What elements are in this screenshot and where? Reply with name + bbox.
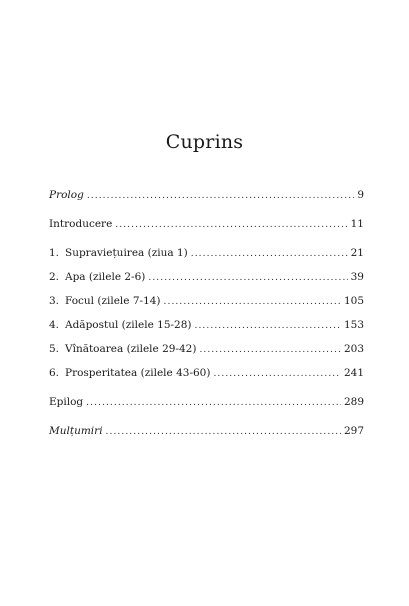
toc-entry-number: 2. bbox=[49, 271, 60, 283]
toc-entry-label: Supraviețuirea (ziua 1) bbox=[65, 247, 188, 259]
toc-entry-label: Apa (zilele 2-6) bbox=[65, 271, 146, 283]
toc-entry-label: Prosperitatea (zilele 43-60) bbox=[65, 367, 211, 379]
toc-entry-label: Vînătoarea (zilele 29-42) bbox=[65, 343, 197, 355]
toc-entry-label: Focul (zilele 7-14) bbox=[65, 295, 161, 307]
toc-entry-label: Prolog bbox=[49, 189, 84, 201]
dot-leader bbox=[213, 362, 341, 386]
dot-leader bbox=[195, 314, 341, 338]
dot-leader bbox=[191, 242, 348, 266]
toc-entry-label: Introducere bbox=[49, 218, 113, 230]
table-of-contents bbox=[49, 183, 364, 443]
toc-entry-page: 153 bbox=[343, 319, 364, 331]
toc-entry-multumiri bbox=[49, 419, 364, 443]
toc-entry-number: 4. bbox=[49, 319, 60, 331]
toc-entry-label: Mulțumiri bbox=[49, 425, 103, 437]
toc-entry-number: 5. bbox=[49, 343, 60, 355]
toc-entry-page: 21 bbox=[350, 247, 364, 259]
toc-entry-page: 9 bbox=[357, 189, 364, 201]
toc-entry-number: 1. bbox=[49, 247, 60, 259]
dot-leader bbox=[148, 266, 347, 290]
toc-entry-page: 11 bbox=[350, 218, 364, 230]
toc-entry-introducere bbox=[49, 212, 364, 236]
toc-entry-chapter-1 bbox=[49, 241, 364, 265]
toc-entry-chapter-5 bbox=[49, 337, 364, 361]
toc-entry-chapter-6 bbox=[49, 361, 364, 385]
toc-entry-page: 39 bbox=[350, 271, 364, 283]
dot-leader bbox=[199, 338, 341, 362]
toc-entry-number: 6. bbox=[49, 367, 60, 379]
toc-entry-page: 105 bbox=[343, 295, 364, 307]
toc-entry-chapter-4 bbox=[49, 313, 364, 337]
toc-entry-label: Adăpostul (zilele 15-28) bbox=[65, 319, 192, 331]
toc-entry-page: 289 bbox=[343, 396, 364, 408]
toc-entry-chapter-3 bbox=[49, 289, 364, 313]
dot-leader bbox=[106, 420, 341, 444]
toc-entry-prolog bbox=[49, 183, 364, 207]
toc-entry-epilog bbox=[49, 390, 364, 414]
dot-leader bbox=[87, 184, 355, 208]
toc-entry-page: 203 bbox=[343, 343, 364, 355]
toc-entry-number: 3. bbox=[49, 295, 60, 307]
toc-entry-chapter-2 bbox=[49, 265, 364, 289]
toc-entry-label: Epilog bbox=[49, 396, 84, 408]
dot-leader bbox=[86, 391, 341, 415]
toc-entry-page: 297 bbox=[343, 425, 364, 437]
page-title: Cuprins bbox=[165, 131, 244, 153]
dot-leader bbox=[164, 290, 341, 314]
toc-entry-page: 241 bbox=[343, 367, 364, 379]
dot-leader bbox=[115, 213, 347, 237]
